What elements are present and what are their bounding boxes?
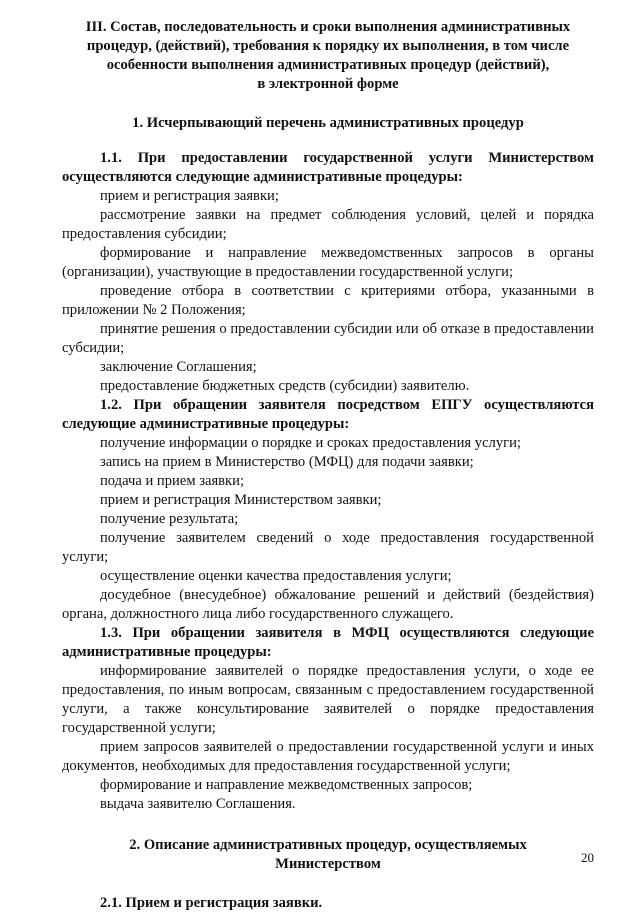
list-item: подача и прием заявки; [100,473,245,489]
heading-line: в электронной форме [257,76,399,92]
list-item: проведение отбора в соответствии с критериями отбора, указанными в приложении № 2 Положения; [62,283,594,318]
subsection-1-3-title: 1.3. При обращении заявителя в МФЦ осуществляются следующие административные процедуры: [62,625,594,660]
list-item: запись на прием в Министерство (МФЦ) для подачи заявки; [100,454,474,470]
document-page [62,18,594,913]
list-item: заключение Соглашения; [100,359,257,375]
list-item: досудебное (внесудебное) обжалование решений и действий (бездействия) органа, должностного лица либо государственного служащего. [62,587,594,622]
subsection-1-1-title: 1.1. При предоставлении государственной услуги Министерством осуществляются следующие административные процедуры: [62,150,594,185]
subsection-2-1-title: 2.1. Прием и регистрация заявки. [100,895,323,911]
list-item: осуществление оценки качества предоставления услуги; [100,568,452,584]
list-item: формирование и направление межведомственных запросов; [100,777,473,793]
section-2-title-line: 2. Описание административных процедур, осуществляемых [129,837,527,853]
heading-line: особенности выполнения административных процедур (действий), [106,57,550,73]
heading-line: процедур, (действий), требования к порядку их выполнения, в том числе [86,38,570,54]
list-item: прием и регистрация Министерством заявки; [100,492,382,508]
list-item: прием запросов заявителей о предоставлении государственной услуги и иных документов, необходимых для предоставления государственной услуги; [62,739,594,774]
list-item: информирование заявителей о порядке предоставления услуги, о ходе ее предоставления, по иным вопросам, связанным с предоставлением государственной услуги, а также консультирование заявителей о порядке предоставления государственной услуги; [62,663,594,736]
section-1-title: 1. Исчерпывающий перечень административных процедур [132,115,524,131]
list-item: принятие решения о предоставлении субсидии или об отказе в предоставлении субсидии; [62,321,594,356]
list-item: рассмотрение заявки на предмет соблюдения условий, целей и порядка предоставления субсидии; [62,207,594,242]
section-2-title-line: Министерством [275,856,381,872]
chapter-heading [62,18,594,94]
list-item: получение информации о порядке и сроках предоставления услуги; [100,435,521,451]
page-number: 20 [581,850,594,865]
list-item: предоставление бюджетных средств (субсидии) заявителю. [100,378,470,394]
list-item: прием и регистрация заявки; [100,188,279,204]
section-2-title [62,836,594,874]
list-item: формирование и направление межведомственных запросов в органы (организации), участвующие в предоставлении государственной услуги; [62,245,594,280]
list-item: выдача заявителю Соглашения. [100,796,296,812]
subsection-1-2-title: 1.2. При обращении заявителя посредством ЕПГУ осуществляются следующие административные процедуры: [62,397,594,432]
heading-line: III. Состав, последовательность и сроки выполнения административных [85,19,571,35]
list-item: получение заявителем сведений о ходе предоставления государственной услуги; [62,530,594,565]
list-item: получение результата; [100,511,239,527]
